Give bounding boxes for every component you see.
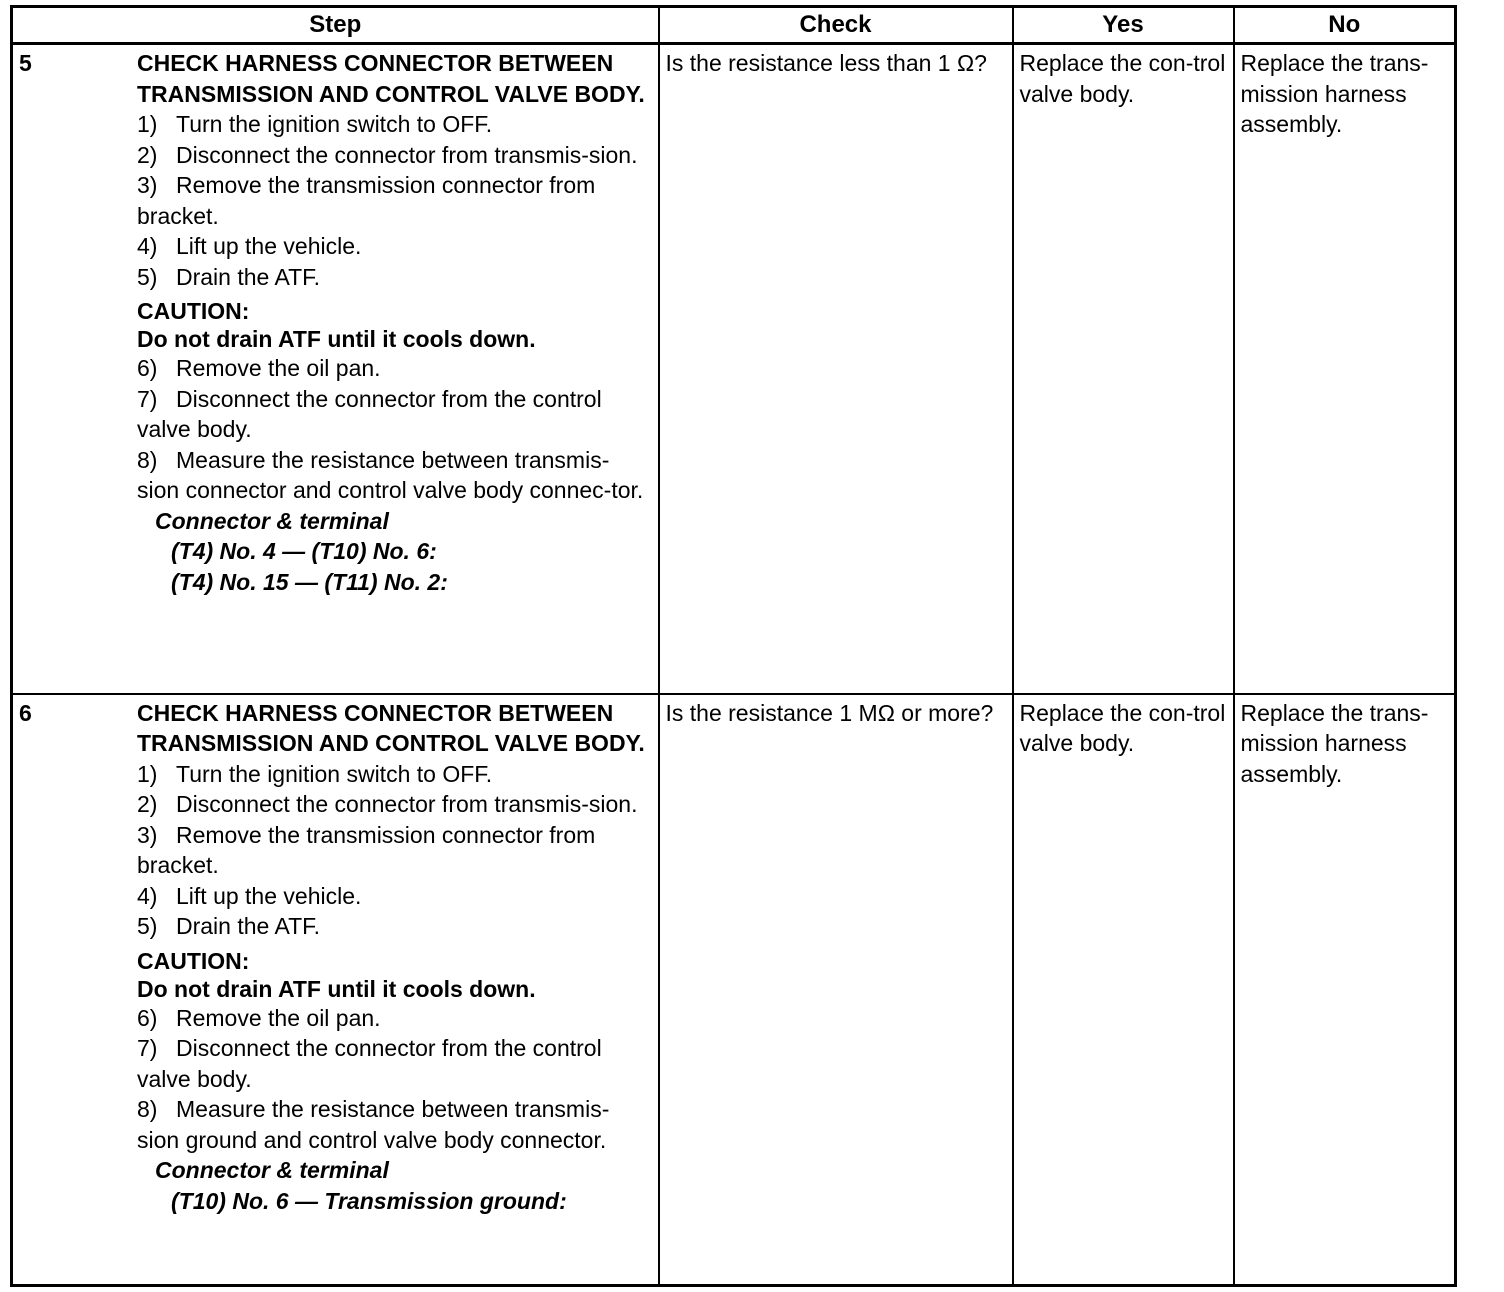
item-number: 3) [137, 172, 158, 198]
item-number: 8) [137, 1096, 158, 1122]
yes-text: Replace the con-trol valve body. [1019, 50, 1226, 107]
step-item [137, 109, 652, 140]
header-step: Step [12, 7, 659, 44]
no-cell [1234, 44, 1456, 694]
item-text: Disconnect the connector from transmis-sion. [176, 141, 638, 168]
item-text: Lift up the vehicle. [176, 882, 362, 909]
item-text: Drain the ATF. [176, 263, 321, 290]
step-item [137, 262, 652, 293]
item-text: Remove the oil pan. [176, 355, 381, 381]
item-number: 1) [137, 760, 158, 787]
no-cell [1234, 694, 1456, 1286]
item-number: 3) [137, 821, 158, 848]
caution-label: CAUTION: [137, 298, 250, 324]
connector-line: (T10) No. 6 — Transmission ground: [171, 1187, 567, 1214]
step-title: CHECK HARNESS CONNECTOR BETWEEN TRANSMISSION AND CONTROL VALVE BODY. [137, 699, 645, 756]
item-number: 7) [137, 385, 158, 412]
step-item [137, 1094, 652, 1155]
check-text: Is the resistance less than 1 Ω? [665, 50, 987, 76]
item-number: 6) [137, 355, 158, 381]
item-text: Measure the resistance between transmis-sion ground and control valve body connector. [137, 1096, 610, 1153]
item-number: 5) [137, 263, 158, 290]
step-item [137, 445, 652, 506]
step-item [137, 384, 652, 445]
no-text: Replace the trans-mission harness assembly. [1240, 50, 1429, 137]
item-text: Disconnect the connector from the control valve body. [137, 1035, 602, 1092]
step-item [137, 353, 652, 384]
step-title: CHECK HARNESS CONNECTOR BETWEEN TRANSMISSION AND CONTROL VALVE BODY. [137, 50, 645, 107]
yes-cell [1013, 44, 1234, 694]
step-item [137, 140, 652, 171]
connector-line: (T4) No. 15 — (T11) No. 2: [171, 568, 448, 595]
table-row [12, 44, 1456, 694]
table-row [12, 694, 1456, 1286]
item-text: Lift up the vehicle. [176, 233, 362, 259]
step-item [137, 881, 652, 912]
item-text: Turn the ignition switch to OFF. [176, 111, 493, 137]
caution-text: Do not drain ATF until it cools down. [137, 975, 536, 1002]
caution-label: CAUTION: [137, 947, 250, 974]
step-item [137, 231, 652, 262]
item-text: Turn the ignition switch to OFF. [176, 760, 493, 787]
step-cell [12, 694, 659, 1286]
item-text: Remove the transmission connector from bracket. [137, 172, 596, 229]
yes-text: Replace the con-trol valve body. [1019, 699, 1226, 756]
item-number: 7) [137, 1035, 158, 1061]
header-check: Check [659, 7, 1013, 44]
step-item [137, 1003, 652, 1034]
item-text: Remove the oil pan. [176, 1004, 381, 1031]
item-number: 4) [137, 233, 158, 259]
header-row [12, 7, 1456, 44]
step-item [137, 1033, 652, 1094]
item-text: Drain the ATF. [176, 913, 321, 939]
check-cell [659, 44, 1013, 694]
step-number: 6 [19, 699, 32, 726]
item-number: 5) [137, 913, 158, 939]
item-text: Disconnect the connector from the control valve body. [137, 385, 602, 442]
check-text: Is the resistance 1 MΩ or more? [665, 699, 994, 726]
step-item [137, 820, 652, 881]
header-yes: Yes [1013, 7, 1234, 44]
step-item [137, 759, 652, 790]
item-number: 2) [137, 141, 158, 168]
connector-title: Connector & terminal [155, 507, 389, 534]
item-number: 6) [137, 1004, 158, 1031]
item-number: 2) [137, 791, 158, 817]
no-text: Replace the trans-mission harness assembly. [1240, 699, 1429, 787]
step-item [137, 911, 652, 942]
item-number: 4) [137, 882, 158, 909]
item-number: 8) [137, 446, 158, 473]
step-number: 5 [19, 50, 32, 76]
connector-title: Connector & terminal [155, 1157, 389, 1183]
caution-text: Do not drain ATF until it cools down. [137, 326, 536, 352]
item-text: Measure the resistance between transmis-sion connector and control valve body connec-tor. [137, 446, 644, 503]
diagnostic-table [10, 5, 1457, 1287]
yes-cell [1013, 694, 1234, 1286]
item-text: Disconnect the connector from transmis-sion. [176, 791, 638, 817]
check-cell [659, 694, 1013, 1286]
step-item [137, 789, 652, 820]
item-number: 1) [137, 111, 158, 137]
header-no: No [1234, 7, 1456, 44]
step-item [137, 170, 652, 231]
connector-line: (T4) No. 4 — (T10) No. 6: [171, 538, 437, 564]
step-cell [12, 44, 659, 694]
item-text: Remove the transmission connector from bracket. [137, 821, 596, 878]
